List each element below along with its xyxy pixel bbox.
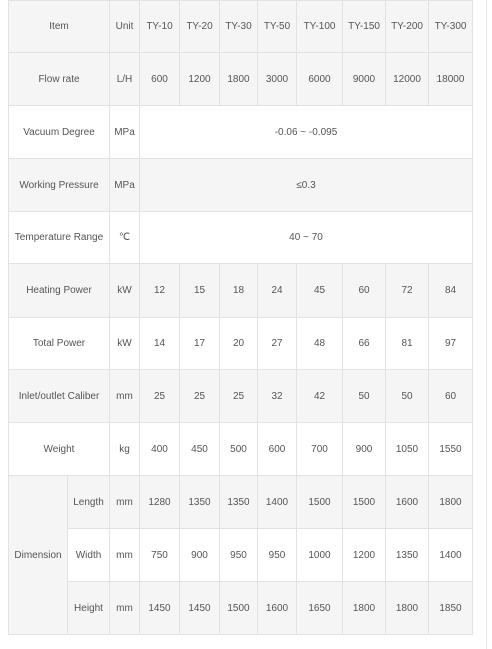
dimension-label: Dimension — [9, 476, 68, 635]
cell-value: 450 — [180, 423, 220, 476]
header-unit: Unit — [110, 1, 140, 53]
cell-value: 1280 — [140, 476, 180, 529]
cell-value: 25 — [140, 370, 180, 423]
cell-value: 1850 — [429, 582, 473, 635]
row-unit: mm — [110, 476, 140, 529]
cell-value: 1600 — [258, 582, 297, 635]
cell-value: 15 — [180, 264, 220, 318]
cell-value: 25 — [180, 370, 220, 423]
cell-value: 1800 — [386, 582, 429, 635]
row-unit: mm — [110, 370, 140, 423]
merged-value: ≤0.3 — [140, 159, 473, 212]
cell-value: 1600 — [386, 476, 429, 529]
cell-value: 1500 — [343, 476, 386, 529]
cell-value: 1650 — [297, 582, 343, 635]
cell-value: 60 — [429, 370, 473, 423]
cell-value: 48 — [297, 318, 343, 370]
cell-value: 1000 — [297, 529, 343, 582]
header-model: TY-150 — [343, 1, 386, 53]
row-label: Temperature Range — [9, 212, 110, 264]
cell-value: 950 — [258, 529, 297, 582]
header-model: TY-300 — [429, 1, 473, 53]
row-label: Weight — [9, 423, 110, 476]
cell-value: 500 — [220, 423, 258, 476]
cell-value: 50 — [343, 370, 386, 423]
cell-value: 1400 — [429, 529, 473, 582]
cell-value: 72 — [386, 264, 429, 318]
cell-value: 750 — [140, 529, 180, 582]
table-row — [9, 212, 473, 264]
cell-value: 1450 — [180, 582, 220, 635]
row-label: Working Pressure — [9, 159, 110, 212]
cell-value: 25 — [220, 370, 258, 423]
cell-value: 24 — [258, 264, 297, 318]
cell-value: 81 — [386, 318, 429, 370]
cell-value: 18000 — [429, 53, 473, 106]
row-label: Inlet/outlet Caliber — [9, 370, 110, 423]
cell-value: 1450 — [140, 582, 180, 635]
cell-value: 18 — [220, 264, 258, 318]
table-row — [9, 159, 473, 212]
cell-value: 1800 — [429, 476, 473, 529]
cell-value: 3000 — [258, 53, 297, 106]
cell-value: 1800 — [220, 53, 258, 106]
table-row — [9, 106, 473, 159]
row-label: Heating Power — [9, 264, 110, 318]
table-row — [9, 423, 473, 476]
cell-value: 84 — [429, 264, 473, 318]
header-model: TY-200 — [386, 1, 429, 53]
cell-value: 1200 — [180, 53, 220, 106]
cell-value: 60 — [343, 264, 386, 318]
row-unit: kg — [110, 423, 140, 476]
row-unit: kW — [110, 318, 140, 370]
row-unit: L/H — [110, 53, 140, 106]
cell-value: 900 — [343, 423, 386, 476]
cell-value: 27 — [258, 318, 297, 370]
cell-value: 600 — [140, 53, 180, 106]
cell-value: 45 — [297, 264, 343, 318]
cell-value: 600 — [258, 423, 297, 476]
merged-value: -0.06 ~ -0.095 — [140, 106, 473, 159]
cell-value: 400 — [140, 423, 180, 476]
cell-value: 42 — [297, 370, 343, 423]
cell-value: 17 — [180, 318, 220, 370]
table-row — [9, 582, 473, 635]
cell-value: 66 — [343, 318, 386, 370]
cell-value: 50 — [386, 370, 429, 423]
header-model: TY-100 — [297, 1, 343, 53]
spec-table — [8, 0, 473, 635]
scroll-edge — [486, 0, 487, 649]
cell-value: 1550 — [429, 423, 473, 476]
cell-value: 1500 — [297, 476, 343, 529]
cell-value: 700 — [297, 423, 343, 476]
cell-value: 1500 — [220, 582, 258, 635]
table-row — [9, 318, 473, 370]
sub-row-label: Height — [68, 582, 110, 635]
row-label: Vacuum Degree — [9, 106, 110, 159]
row-label: Total Power — [9, 318, 110, 370]
cell-value: 1350 — [386, 529, 429, 582]
merged-value: 40 ~ 70 — [140, 212, 473, 264]
row-unit: MPa — [110, 106, 140, 159]
row-unit: MPa — [110, 159, 140, 212]
table-row — [9, 476, 473, 529]
row-unit: kW — [110, 264, 140, 318]
cell-value: 12000 — [386, 53, 429, 106]
cell-value: 12 — [140, 264, 180, 318]
row-unit: mm — [110, 582, 140, 635]
cell-value: 950 — [220, 529, 258, 582]
header-item: Item — [9, 1, 110, 53]
row-label: Flow rate — [9, 53, 110, 106]
sub-row-label: Length — [68, 476, 110, 529]
sub-row-label: Width — [68, 529, 110, 582]
row-unit: mm — [110, 529, 140, 582]
cell-value: 1350 — [180, 476, 220, 529]
cell-value: 9000 — [343, 53, 386, 106]
table-row — [9, 529, 473, 582]
row-unit: ℃ — [110, 212, 140, 264]
cell-value: 32 — [258, 370, 297, 423]
cell-value: 1800 — [343, 582, 386, 635]
table-row — [9, 53, 473, 106]
cell-value: 20 — [220, 318, 258, 370]
cell-value: 1050 — [386, 423, 429, 476]
cell-value: 900 — [180, 529, 220, 582]
cell-value: 6000 — [297, 53, 343, 106]
cell-value: 1350 — [220, 476, 258, 529]
cell-value: 97 — [429, 318, 473, 370]
cell-value: 14 — [140, 318, 180, 370]
header-model: TY-30 — [220, 1, 258, 53]
cell-value: 1200 — [343, 529, 386, 582]
header-row — [9, 1, 473, 53]
header-model: TY-50 — [258, 1, 297, 53]
header-model: TY-20 — [180, 1, 220, 53]
table-row — [9, 370, 473, 423]
header-model: TY-10 — [140, 1, 180, 53]
table-row — [9, 264, 473, 318]
cell-value: 1400 — [258, 476, 297, 529]
